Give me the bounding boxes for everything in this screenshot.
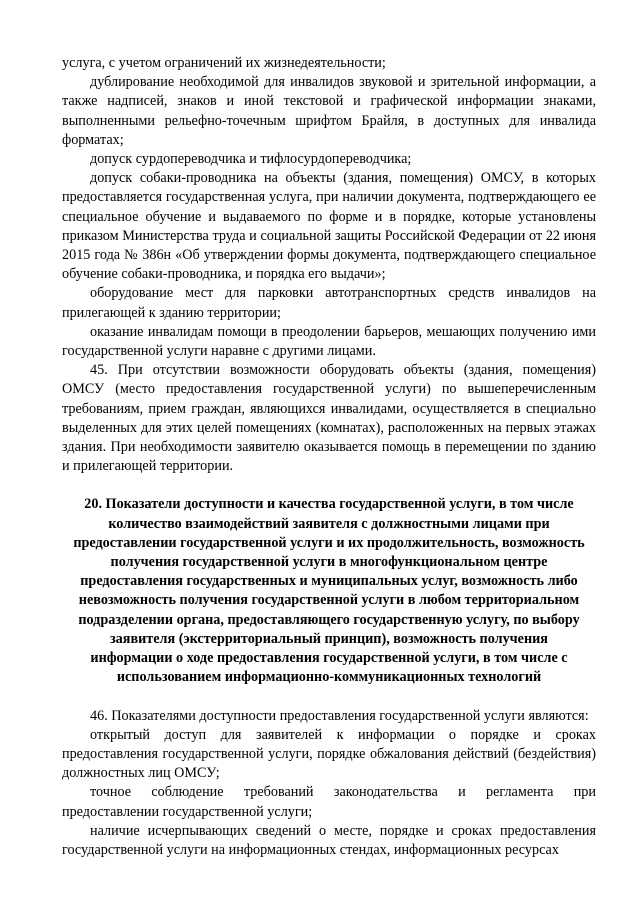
paragraph: допуск собаки-проводника на объекты (здания, помещения) ОМСУ, в которых предоставляется государственная услуга, при наличии документа, подтверждающего ее специальное обучение и выдаваемого по форме и в порядке, которые установлены приказом Министерства труда и социальной защиты Российской Федерации от 22 июня 2015 года № 386н «Об утверждении формы документа, подтверждающего специальное обучение собаки-проводника, и порядка его выдачи»; bbox=[62, 170, 596, 283]
paragraph: наличие исчерпывающих сведений о месте, порядке и сроках предоставления государственной услуги на информационных стендах, информационных ресурсах bbox=[62, 822, 596, 858]
paragraph-45: 45. При отсутствии возможности оборудовать объекты (здания, помещения) ОМСУ (место предоставления государственной услуги) по вышеперечисленным требованиям, прием граждан, являющихся инвалидами, осуществляется в специально выделенных для этих целей помещениях (комнатах), расположенных на первых этажах здания. При необходимости заявителю оказывается помощь в перемещении по зданию и прилегающей территории. bbox=[62, 362, 596, 475]
paragraph: точное соблюдение требований законодательства и регламента при предоставлении государственной услуги; bbox=[62, 784, 596, 820]
paragraph-group-bottom bbox=[62, 707, 596, 861]
paragraph: дублирование необходимой для инвалидов звуковой и зрительной информации, а также надписей, знаков и иной текстовой и графической информации знаками, выполненными рельефно-точечным шрифтом Брайля, в доступных для инвалида форматах; bbox=[62, 74, 596, 148]
paragraph-46: 46. Показателями доступности предоставления государственной услуги являются: bbox=[90, 707, 589, 724]
paragraph: оборудование мест для парковки автотранспортных средств инвалидов на прилегающей к зданию территории; bbox=[62, 285, 596, 321]
paragraph: открытый доступ для заявителей к информации о порядке и сроках предоставления государственной услуги, порядке обжалования действий (бездействия) должностных лиц ОМСУ; bbox=[62, 726, 596, 782]
paragraph: услуга, с учетом ограничений их жизнедеятельности; bbox=[62, 55, 386, 71]
document-page bbox=[62, 54, 596, 860]
paragraph: допуск сурдопереводчика и тифлосурдопереводчика; bbox=[90, 151, 412, 168]
section-heading: 20. Показатели доступности и качества государственной услуги, в том числе количество взаимодействий заявителя с должностными лицами при предоставлении государственной услуги и их продолжительность, возможность получения государственной услуги в многофункциональном центре предоставления государственных и муниципальных услуг, возможность либо невозможность получения государственной услуги в любом территориальном подразделении органа, предоставляющего государственную услугу, по выбору заявителя (экстерриториальный принцип), возможность получения информации о ходе предоставления государственной услуги, в том числе с использованием информационно-коммуникационных технологий bbox=[73, 496, 585, 686]
paragraph-group-top bbox=[62, 54, 596, 476]
paragraph: оказание инвалидам помощи в преодолении барьеров, мешающих получению ими государственной услуги наравне с другими лицами. bbox=[62, 323, 596, 360]
